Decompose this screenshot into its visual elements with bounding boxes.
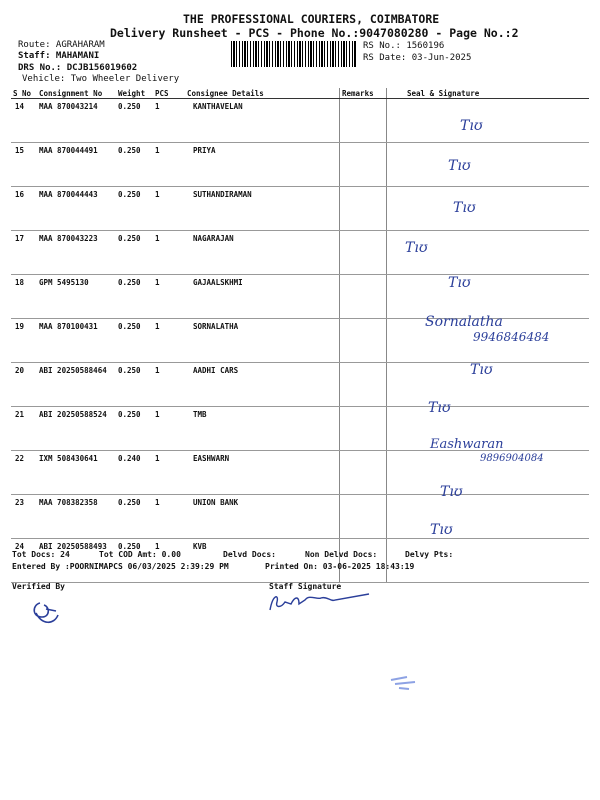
row-consignee: SUTHANDIRAMAN xyxy=(185,187,340,231)
handwritten-tw-18: Tıʊ xyxy=(448,275,471,291)
table-row xyxy=(11,143,589,187)
row-pcs: 1 xyxy=(153,319,185,363)
row-weight: 0.250 xyxy=(116,319,153,363)
runsheet-title: Delivery Runsheet - PCS - Phone No.:9047080280 - Page No.:2 xyxy=(110,26,519,40)
table-row xyxy=(11,539,589,583)
verified-by-signature xyxy=(28,595,68,630)
non-delivered-docs: Non Delvd Docs: xyxy=(305,550,378,559)
col-pcs: PCS xyxy=(153,88,185,99)
staff-label: Staff: MAHAMANI xyxy=(18,51,100,61)
staff-signature-image xyxy=(265,590,375,618)
handwritten-tw-24: Tıʊ xyxy=(430,522,453,538)
row-pcs: 1 xyxy=(153,143,185,187)
row-consignee: UNION BANK xyxy=(185,495,340,539)
table-row xyxy=(11,495,589,539)
row-weight: 0.250 xyxy=(116,495,153,539)
row-sno: 19 xyxy=(11,319,37,363)
delivery-points: Delvy Pts: xyxy=(405,550,454,559)
row-sno: 21 xyxy=(11,407,37,451)
row-consignee: TMB xyxy=(185,407,340,451)
table-row xyxy=(11,363,589,407)
row-weight: 0.250 xyxy=(116,407,153,451)
row-weight: 0.250 xyxy=(116,363,153,407)
row-remarks xyxy=(340,187,387,231)
handwritten-sornalatha-phone: 9946846484 xyxy=(473,330,550,344)
row-seal-signature xyxy=(387,539,590,583)
row-seal-signature xyxy=(387,187,590,231)
row-seal-signature xyxy=(387,495,590,539)
row-sno: 22 xyxy=(11,451,37,495)
table-row xyxy=(11,99,589,143)
row-weight: 0.250 xyxy=(116,99,153,143)
handwritten-tw-21: Tıʊ xyxy=(428,400,451,416)
row-sno: 23 xyxy=(11,495,37,539)
row-consignment-no: MAA 870043214 xyxy=(37,99,116,143)
total-docs: Tot Docs: 24 xyxy=(12,550,70,559)
row-pcs: 1 xyxy=(153,363,185,407)
row-weight: 0.250 xyxy=(116,231,153,275)
row-pcs: 1 xyxy=(153,275,185,319)
row-consignee: NAGARAJAN xyxy=(185,231,340,275)
delivered-docs: Delvd Docs: xyxy=(223,550,276,559)
table-row xyxy=(11,231,589,275)
row-consignee: EASHWARN xyxy=(185,451,340,495)
row-seal-signature xyxy=(387,99,590,143)
table-row xyxy=(11,187,589,231)
rs-no: RS No.: 1560196 xyxy=(363,41,445,51)
row-consignee: KANTHAVELAN xyxy=(185,99,340,143)
col-consignee: Consignee Details xyxy=(185,88,340,99)
row-remarks xyxy=(340,275,387,319)
row-weight: 0.250 xyxy=(116,187,153,231)
row-consignment-no: MAA 870043223 xyxy=(37,231,116,275)
row-consignment-no: MAA 870100431 xyxy=(37,319,116,363)
row-consignee: AADHI CARS xyxy=(185,363,340,407)
row-remarks xyxy=(340,407,387,451)
rs-date: RS Date: 03-Jun-2025 xyxy=(363,53,472,63)
row-remarks xyxy=(340,539,387,583)
row-remarks xyxy=(340,99,387,143)
drs-no: DRS No.: DCJB156019602 xyxy=(18,63,138,73)
row-weight: 0.250 xyxy=(116,275,153,319)
row-remarks xyxy=(340,363,387,407)
row-seal-signature xyxy=(387,275,590,319)
printed-on: Printed On: 03-06-2025 18:43:19 xyxy=(265,562,415,571)
verified-by-label: Verified By xyxy=(12,582,65,591)
route-label: Route: AGRAHARAM xyxy=(18,40,105,50)
row-remarks xyxy=(340,143,387,187)
row-sno: 24 xyxy=(11,539,37,583)
row-consignment-no: IXM 508430641 xyxy=(37,451,116,495)
handwritten-tw-15: Tıʊ xyxy=(448,158,471,174)
col-remarks: Remarks xyxy=(340,88,387,99)
col-weight: Weight xyxy=(116,88,153,99)
handwritten-eashwaran-phone: 9896904084 xyxy=(480,453,544,464)
row-sno: 17 xyxy=(11,231,37,275)
row-sno: 16 xyxy=(11,187,37,231)
row-consignment-no: ABI 20250588464 xyxy=(37,363,116,407)
handwritten-sornalatha: Sornalatha xyxy=(425,314,503,330)
row-consignee: SORNALATHA xyxy=(185,319,340,363)
entered-by: Entered By :POORNIMAPCS 06/03/2025 2:39:29 PM xyxy=(12,562,229,571)
table-header-row xyxy=(11,88,589,99)
row-remarks xyxy=(340,231,387,275)
handwritten-tw-14: Tıʊ xyxy=(460,118,483,134)
handwritten-eashwaran: Eashwaran xyxy=(430,437,504,452)
row-pcs: 1 xyxy=(153,99,185,143)
row-weight: 0.250 xyxy=(116,143,153,187)
row-remarks xyxy=(340,495,387,539)
row-seal-signature xyxy=(387,143,590,187)
handwritten-tw-17: Tıʊ xyxy=(405,240,428,256)
row-pcs: 1 xyxy=(153,187,185,231)
row-consignee: PRIYA xyxy=(185,143,340,187)
row-consignment-no: MAA 708382358 xyxy=(37,495,116,539)
row-pcs: 1 xyxy=(153,451,185,495)
row-sno: 20 xyxy=(11,363,37,407)
handwritten-tw-20: Tıʊ xyxy=(470,362,493,378)
row-consignment-no: MAA 870044491 xyxy=(37,143,116,187)
row-sno: 15 xyxy=(11,143,37,187)
ink-smudge-mark xyxy=(385,668,425,698)
row-remarks xyxy=(340,451,387,495)
row-consignee: KVB xyxy=(185,539,340,583)
col-consignment: Consignment No xyxy=(37,88,116,99)
row-pcs: 1 xyxy=(153,407,185,451)
row-sno: 14 xyxy=(11,99,37,143)
row-consignment-no: ABI 20250588493 xyxy=(37,539,116,583)
col-seal-signature: Seal & Signature xyxy=(387,88,590,99)
row-consignment-no: MAA 870044443 xyxy=(37,187,116,231)
row-sno: 18 xyxy=(11,275,37,319)
row-weight: 0.250 xyxy=(116,539,153,583)
vehicle-label: Vehicle: Two Wheeler Delivery xyxy=(22,74,180,84)
staff-signature-label: Staff Signature xyxy=(269,582,342,591)
handwritten-tw-23: Tıʊ xyxy=(440,484,463,500)
row-remarks xyxy=(340,319,387,363)
row-weight: 0.240 xyxy=(116,451,153,495)
row-consignee: GAJAALSKHMI xyxy=(185,275,340,319)
company-name: THE PROFESSIONAL COURIERS, COIMBATORE xyxy=(183,12,440,26)
row-consignment-no: GPM 5495130 xyxy=(37,275,116,319)
barcode-image xyxy=(231,41,356,67)
row-pcs: 1 xyxy=(153,539,185,583)
table-row xyxy=(11,275,589,319)
total-cod-amount: Tot COD Amt: 0.00 xyxy=(99,550,181,559)
row-pcs: 1 xyxy=(153,495,185,539)
col-sno: S No xyxy=(11,88,37,99)
row-pcs: 1 xyxy=(153,231,185,275)
handwritten-tw-16: Tıʊ xyxy=(453,200,476,216)
row-consignment-no: ABI 20250588524 xyxy=(37,407,116,451)
